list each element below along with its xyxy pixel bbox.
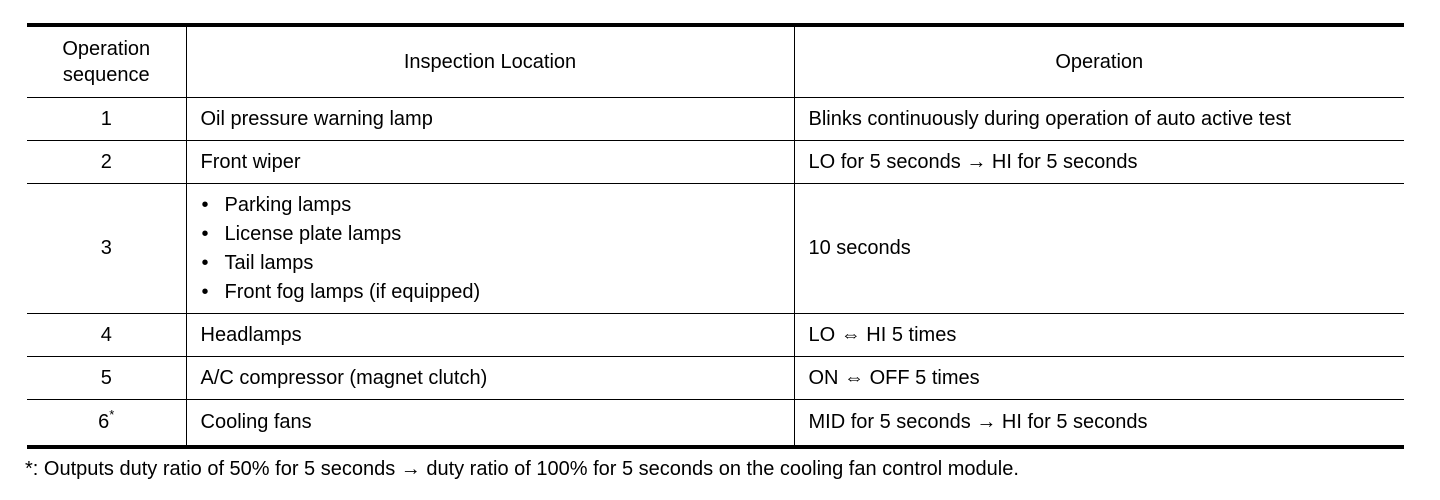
header-operation: Operation — [794, 25, 1404, 98]
footnote-marker: * — [109, 406, 115, 422]
sequence-cell: 4 — [27, 314, 186, 357]
location-cell: A/C compressor (magnet clutch) — [186, 357, 794, 400]
table-footnote: *: Outputs duty ratio of 50% for 5 seconds → duty ratio of 100% for 5 seconds on the cooling fan control module. — [25, 458, 1019, 480]
table-row — [27, 314, 1404, 357]
operation-cell: MID for 5 seconds → HI for 5 seconds — [794, 400, 1404, 447]
location-cell — [186, 184, 794, 314]
sequence-cell: 5 — [27, 357, 186, 400]
list-item: • Front fog lamps (if equipped) — [201, 278, 780, 307]
sequence-cell: 3 — [27, 184, 186, 314]
location-cell: Front wiper — [186, 141, 794, 184]
list-item: • Tail lamps — [201, 249, 780, 278]
table-row — [27, 141, 1404, 184]
operation-cell: LO ⇔ HI 5 times — [794, 314, 1404, 357]
table-row — [27, 400, 1404, 447]
operation-cell: 10 seconds — [794, 184, 1404, 314]
header-inspection-location: Inspection Location — [186, 25, 794, 98]
location-bullet-list — [201, 191, 780, 307]
sequence-cell: 2 — [27, 141, 186, 184]
table-row — [27, 184, 1404, 314]
list-item: • Parking lamps — [201, 191, 780, 220]
sequence-number: 6 — [98, 410, 110, 433]
location-cell: Cooling fans — [186, 400, 794, 447]
list-item: • License plate lamps — [201, 220, 780, 249]
active-test-table — [27, 23, 1404, 449]
inspection-table-container — [27, 23, 1404, 449]
header-operation-sequence: Operation sequence — [27, 25, 186, 98]
operation-cell: Blinks continuously during operation of auto active test — [794, 98, 1404, 141]
location-cell: Headlamps — [186, 314, 794, 357]
table-row — [27, 357, 1404, 400]
location-cell: Oil pressure warning lamp — [186, 98, 794, 141]
sequence-cell — [27, 400, 186, 447]
operation-cell: LO for 5 seconds → HI for 5 seconds — [794, 141, 1404, 184]
operation-cell: ON ⇔ OFF 5 times — [794, 357, 1404, 400]
sequence-cell: 1 — [27, 98, 186, 141]
table-header-row — [27, 25, 1404, 98]
table-row — [27, 98, 1404, 141]
